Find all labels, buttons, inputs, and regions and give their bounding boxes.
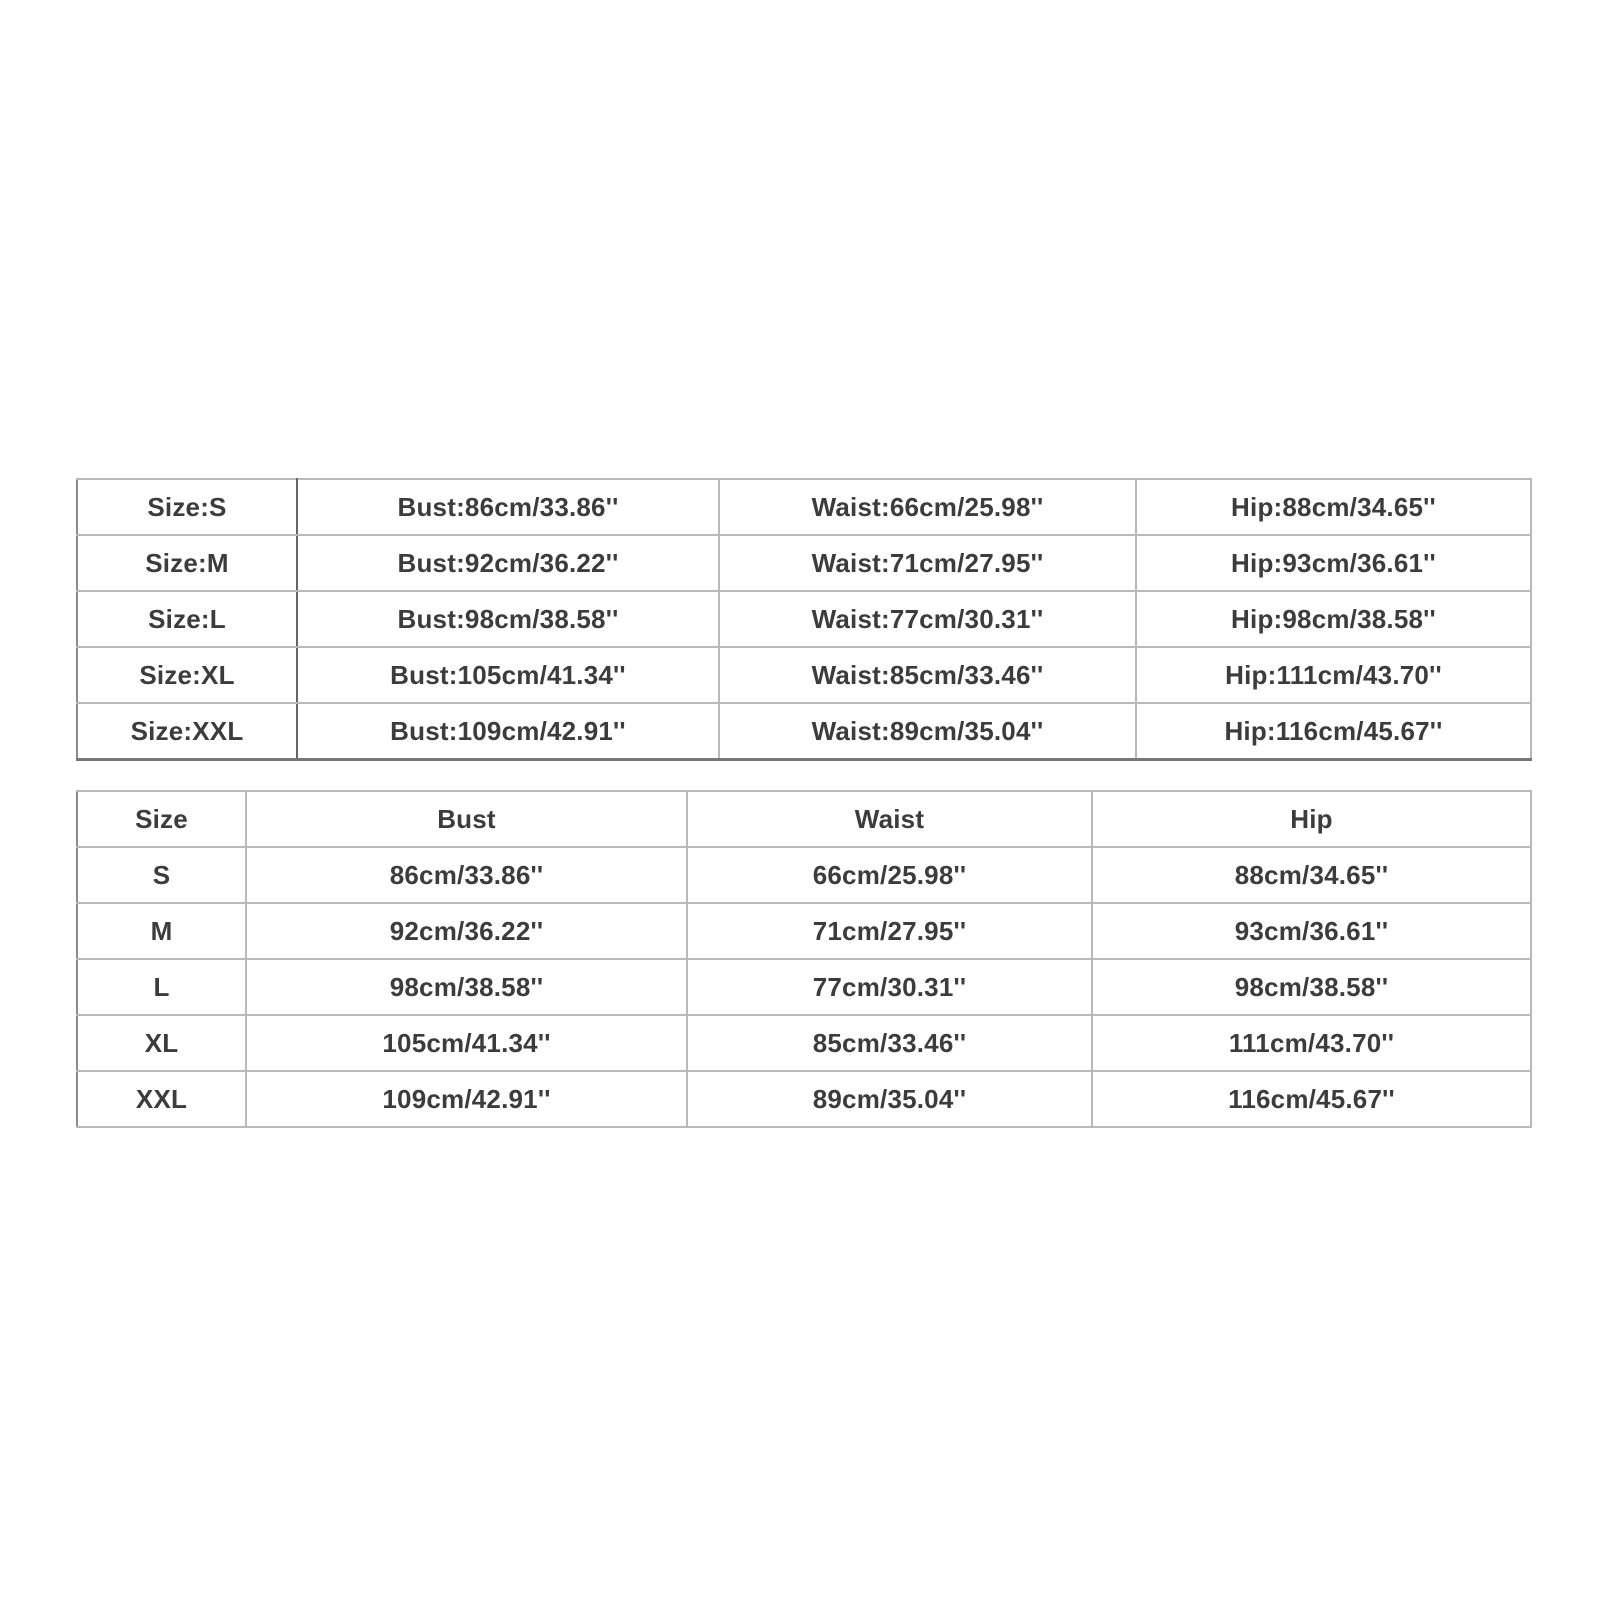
table-row: [77, 703, 1531, 760]
waist-cell: 89cm/35.04'': [687, 1071, 1092, 1127]
waist-cell: 66cm/25.98'': [687, 847, 1092, 903]
size-chart-table-combined: [76, 478, 1532, 761]
table-row: [77, 647, 1531, 703]
waist-cell: 77cm/30.31'': [687, 959, 1092, 1015]
header-row: [77, 791, 1531, 847]
size-cell: L: [77, 959, 246, 1015]
size-cell: S: [77, 847, 246, 903]
size-cell: Size:XXL: [77, 703, 297, 760]
size-cell: Size:XL: [77, 647, 297, 703]
bust-cell: Bust:92cm/36.22'': [297, 535, 719, 591]
hip-cell: Hip:93cm/36.61'': [1136, 535, 1531, 591]
bust-cell: Bust:105cm/41.34'': [297, 647, 719, 703]
size-cell: Size:L: [77, 591, 297, 647]
table-row: [77, 535, 1531, 591]
waist-cell: Waist:89cm/35.04'': [719, 703, 1136, 760]
hip-cell: Hip:88cm/34.65'': [1136, 479, 1531, 535]
size-cell: XL: [77, 1015, 246, 1071]
table-row: [77, 479, 1531, 535]
bust-cell: Bust:98cm/38.58'': [297, 591, 719, 647]
hip-cell: Hip:98cm/38.58'': [1136, 591, 1531, 647]
waist-cell: Waist:77cm/30.31'': [719, 591, 1136, 647]
hip-cell: 88cm/34.65'': [1092, 847, 1531, 903]
hip-cell: Hip:116cm/45.67'': [1136, 703, 1531, 760]
hip-cell: Hip:111cm/43.70'': [1136, 647, 1531, 703]
table-row: [77, 959, 1531, 1015]
table-row: [77, 591, 1531, 647]
waist-cell: Waist:66cm/25.98'': [719, 479, 1136, 535]
table-row: [77, 847, 1531, 903]
hip-cell: 116cm/45.67'': [1092, 1071, 1531, 1127]
table-row: [77, 903, 1531, 959]
waist-cell: Waist:71cm/27.95'': [719, 535, 1136, 591]
column-header-size: Size: [77, 791, 246, 847]
column-header-hip: Hip: [1092, 791, 1531, 847]
size-chart-table-with-headers: [76, 790, 1532, 1128]
bust-cell: 92cm/36.22'': [246, 903, 687, 959]
column-header-waist: Waist: [687, 791, 1092, 847]
hip-cell: 93cm/36.61'': [1092, 903, 1531, 959]
size-cell: XXL: [77, 1071, 246, 1127]
bust-cell: 98cm/38.58'': [246, 959, 687, 1015]
bust-cell: 109cm/42.91'': [246, 1071, 687, 1127]
size-cell: Size:M: [77, 535, 297, 591]
waist-cell: Waist:85cm/33.46'': [719, 647, 1136, 703]
bust-cell: Bust:109cm/42.91'': [297, 703, 719, 760]
bust-cell: 105cm/41.34'': [246, 1015, 687, 1071]
bust-cell: Bust:86cm/33.86'': [297, 479, 719, 535]
table-row: [77, 1071, 1531, 1127]
size-cell: Size:S: [77, 479, 297, 535]
hip-cell: 111cm/43.70'': [1092, 1015, 1531, 1071]
waist-cell: 71cm/27.95'': [687, 903, 1092, 959]
size-cell: M: [77, 903, 246, 959]
hip-cell: 98cm/38.58'': [1092, 959, 1531, 1015]
bust-cell: 86cm/33.86'': [246, 847, 687, 903]
waist-cell: 85cm/33.46'': [687, 1015, 1092, 1071]
column-header-bust: Bust: [246, 791, 687, 847]
table-row: [77, 1015, 1531, 1071]
